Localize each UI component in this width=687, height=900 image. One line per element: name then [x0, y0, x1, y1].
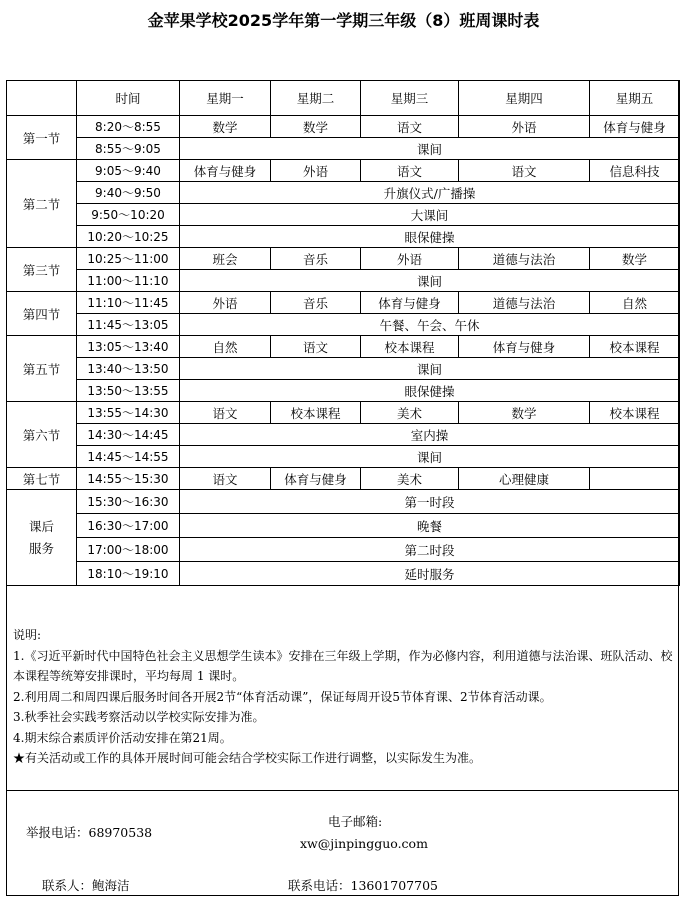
note-item-4: 4.期末综合素质评价活动安排在第21周。 — [13, 730, 232, 745]
subject-cell: 班会 — [180, 248, 271, 270]
subject-cell: 数学 — [180, 116, 271, 138]
header-day: 星期四 — [459, 81, 590, 116]
period-row — [7, 116, 680, 138]
subject-cell: 语文 — [271, 336, 361, 358]
activity-row — [7, 138, 680, 160]
header-day: 星期五 — [590, 81, 680, 116]
subject-cell: 道德与法治 — [459, 248, 590, 270]
activity-cell: 课间 — [180, 138, 680, 160]
subject-cell: 语文 — [361, 116, 459, 138]
subject-cell: 自然 — [590, 292, 680, 314]
subject-cell: 自然 — [180, 336, 271, 358]
time-cell: 18:10～19:10 — [77, 562, 180, 586]
time-cell: 11:45～13:05 — [77, 314, 180, 336]
time-cell: 8:55～9:05 — [77, 138, 180, 160]
period-row — [7, 292, 680, 314]
note-item-star: ★有关活动或工作的具体开展时间可能会结合学校实际工作进行调整，以实际发生为准。 — [13, 751, 482, 765]
time-cell: 8:20～8:55 — [77, 116, 180, 138]
after-school-row — [7, 562, 680, 586]
notes-heading: 说明: — [13, 628, 42, 642]
activity-cell: 大课间 — [180, 204, 680, 226]
header-time: 时间 — [77, 81, 180, 116]
time-cell: 9:40～9:50 — [77, 182, 180, 204]
period-label: 第一节 — [7, 116, 77, 160]
after-school-row — [7, 538, 680, 562]
subject-cell: 外语 — [180, 292, 271, 314]
subject-cell: 校本课程 — [590, 402, 680, 424]
contact-divider — [6, 790, 679, 791]
activity-cell: 午餐、午会、午休 — [180, 314, 680, 336]
activity-row — [7, 204, 680, 226]
subject-cell: 数学 — [590, 248, 680, 270]
subject-cell: 外语 — [271, 160, 361, 182]
contact-person: 联系人：鲍海洁 — [42, 878, 130, 893]
activity-row — [7, 314, 680, 336]
email-address[interactable]: xw@jinpingguo.com — [300, 836, 428, 851]
time-cell: 14:55～15:30 — [77, 468, 180, 490]
subject-cell: 校本课程 — [590, 336, 680, 358]
activity-row — [7, 424, 680, 446]
activity-cell: 第一时段 — [180, 490, 680, 514]
time-cell: 11:00～11:10 — [77, 270, 180, 292]
activity-cell: 延时服务 — [180, 562, 680, 586]
time-cell: 13:40～13:50 — [77, 358, 180, 380]
period-label: 第二节 — [7, 160, 77, 248]
period-row — [7, 336, 680, 358]
time-cell: 9:05～9:40 — [77, 160, 180, 182]
subject-cell: 音乐 — [271, 248, 361, 270]
time-cell: 10:25～11:00 — [77, 248, 180, 270]
header-corner — [7, 81, 77, 116]
header-day: 星期三 — [361, 81, 459, 116]
time-cell: 14:45～14:55 — [77, 446, 180, 468]
activity-row — [7, 358, 680, 380]
period-row — [7, 402, 680, 424]
time-cell: 13:55～14:30 — [77, 402, 180, 424]
after-school-label-line2: 服务 — [28, 540, 54, 556]
activity-row — [7, 270, 680, 292]
subject-cell: 美术 — [361, 402, 459, 424]
period-label: 第四节 — [7, 292, 77, 336]
time-cell: 13:50～13:55 — [77, 380, 180, 402]
header-day: 星期一 — [180, 81, 271, 116]
subject-cell: 道德与法治 — [459, 292, 590, 314]
subject-cell: 体育与健身 — [590, 116, 680, 138]
time-cell: 15:30～16:30 — [77, 490, 180, 514]
subject-cell: 外语 — [361, 248, 459, 270]
activity-row — [7, 446, 680, 468]
subject-cell: 数学 — [271, 116, 361, 138]
time-cell: 14:30～14:45 — [77, 424, 180, 446]
time-cell: 11:10～11:45 — [77, 292, 180, 314]
activity-cell: 课间 — [180, 270, 680, 292]
subject-cell: 数学 — [459, 402, 590, 424]
after-school-label — [7, 490, 77, 586]
activity-cell: 晚餐 — [180, 514, 680, 538]
activity-cell: 眼保健操 — [180, 380, 680, 402]
subject-cell: 校本课程 — [361, 336, 459, 358]
time-cell: 17:00～18:00 — [77, 538, 180, 562]
report-phone: 举报电话：68970538 — [26, 825, 153, 840]
period-label: 第六节 — [7, 402, 77, 468]
subject-cell: 语文 — [180, 468, 271, 490]
activity-row — [7, 182, 680, 204]
subject-cell — [590, 468, 680, 490]
subject-cell: 体育与健身 — [180, 160, 271, 182]
subject-cell: 心理健康 — [459, 468, 590, 490]
note-item-3: 3.秋季社会实践考察活动以学校实际安排为准。 — [13, 710, 265, 724]
activity-row — [7, 380, 680, 402]
contact-phone: 联系电话：13601707705 — [288, 878, 438, 893]
subject-cell: 语文 — [180, 402, 271, 424]
period-label: 第三节 — [7, 248, 77, 292]
header-day: 星期二 — [271, 81, 361, 116]
note-item-2: 2.利用周二和周四课后服务时间各开展2节“体育活动课”，保证每周开设5节体育课、2节体育活动课。 — [13, 689, 552, 704]
time-cell: 16:30～17:00 — [77, 514, 180, 538]
notes-section — [13, 625, 673, 769]
subject-cell: 体育与健身 — [271, 468, 361, 490]
activity-cell: 室内操 — [180, 424, 680, 446]
subject-cell: 体育与健身 — [459, 336, 590, 358]
period-label: 第七节 — [7, 468, 77, 490]
activity-cell: 升旗仪式/广播操 — [180, 182, 680, 204]
period-row — [7, 468, 680, 490]
period-row — [7, 160, 680, 182]
after-school-label-line1: 课后 — [28, 518, 54, 534]
subject-cell: 音乐 — [271, 292, 361, 314]
subject-cell: 校本课程 — [271, 402, 361, 424]
note-item-1: 1.《习近平新时代中国特色社会主义思想学生读本》安排在三年级上学期，作为必修内容，利用道德与法治课、班队活动、校本课程等统筹安排课时，平均每周 1 课时。 — [13, 648, 673, 683]
subject-cell: 语文 — [361, 160, 459, 182]
time-cell: 13:05～13:40 — [77, 336, 180, 358]
after-school-row — [7, 490, 680, 514]
activity-row — [7, 226, 680, 248]
after-school-row — [7, 514, 680, 538]
subject-cell: 体育与健身 — [361, 292, 459, 314]
header-row — [7, 81, 680, 116]
period-label: 第五节 — [7, 336, 77, 402]
email-label: 电子邮箱: — [328, 814, 383, 829]
time-cell: 9:50～10:20 — [77, 204, 180, 226]
subject-cell: 外语 — [459, 116, 590, 138]
activity-cell: 课间 — [180, 446, 680, 468]
page-title: 金苹果学校2025学年第一学期三年级（8）班周课时表 — [147, 11, 540, 30]
activity-cell: 眼保健操 — [180, 226, 680, 248]
subject-cell: 信息科技 — [590, 160, 680, 182]
period-row — [7, 248, 680, 270]
subject-cell: 美术 — [361, 468, 459, 490]
time-cell: 10:20～10:25 — [77, 226, 180, 248]
subject-cell: 语文 — [459, 160, 590, 182]
activity-cell: 课间 — [180, 358, 680, 380]
timetable — [6, 80, 680, 586]
activity-cell: 第二时段 — [180, 538, 680, 562]
